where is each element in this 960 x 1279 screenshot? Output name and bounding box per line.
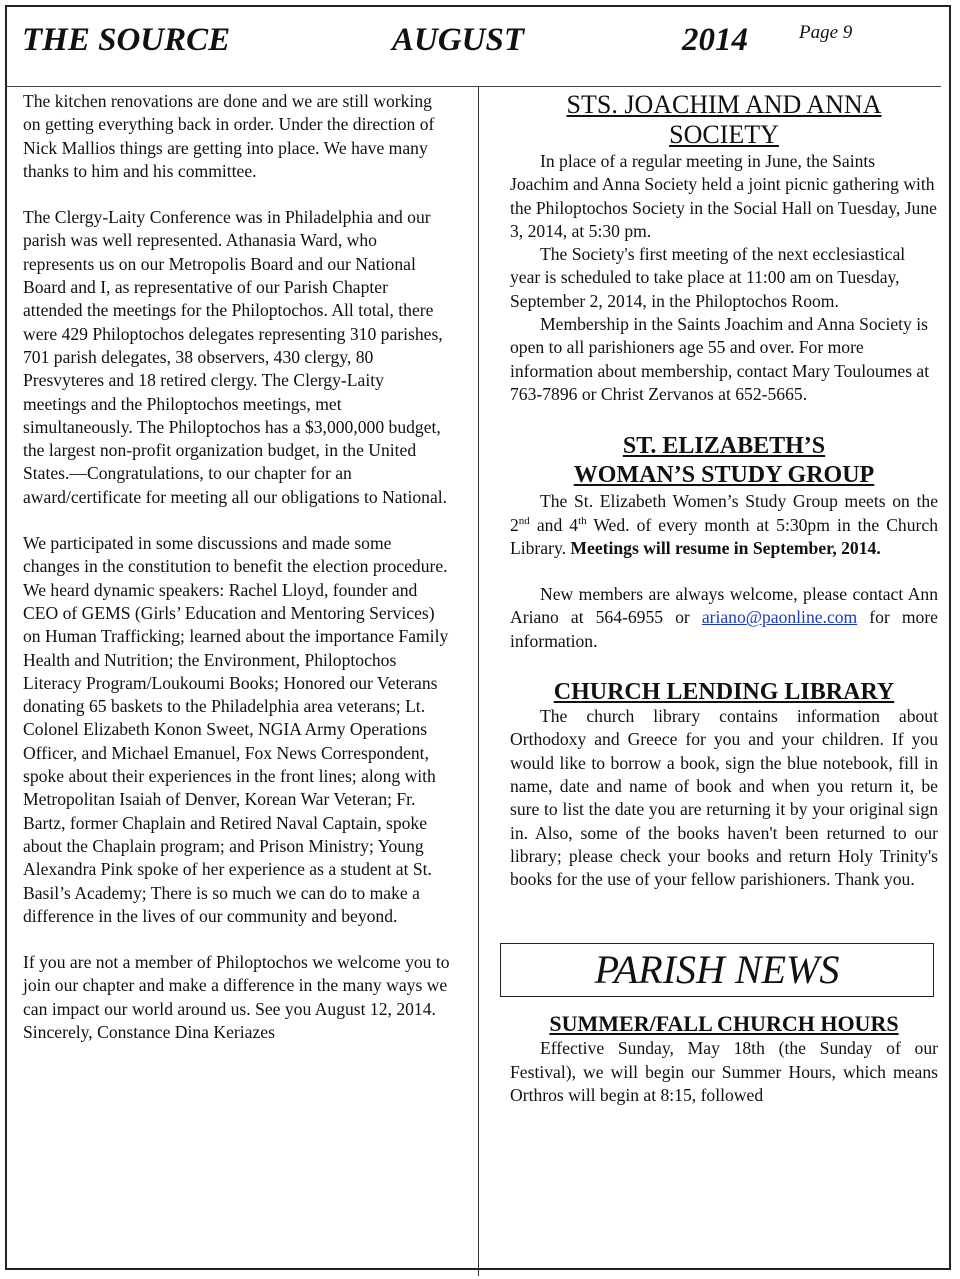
elizabeth-contact-text: New members are always welcome, please contact Ann Ariano at 564-6955 or (510, 584, 938, 628)
kitchen-paragraph: The kitchen renovations are done and we are still working on getting everything back in order. Under the direction of Nick Mallios things are getting into place. We have many thanks to him and his committee. (23, 91, 435, 181)
right-column (510, 90, 938, 1107)
parish-news-banner: PARISH NEWS (500, 943, 934, 997)
elizabeth-schedule-text: Wed. of every month at 5:30pm in the Church Library. (510, 514, 938, 558)
elizabeth-sup-th: th (578, 514, 587, 527)
church-hours-paragraph: Effective Sunday, May 18th (the Sunday of our Festival), we will begin our Summer Hours, which means Orthros will begin at 8:15, followed (510, 1038, 938, 1106)
signature: Sincerely, Constance Dina Keriazes (23, 1021, 275, 1042)
elizabeth-paragraph-1 (510, 490, 938, 560)
masthead-rule (5, 86, 941, 87)
elizabeth-title-line2: WOMAN’S STUDY GROUP (573, 462, 875, 489)
issue-month: AUGUST (392, 22, 525, 58)
library-title: CHURCH LENDING LIBRARY (553, 679, 895, 706)
elizabeth-sup-nd: nd (518, 514, 530, 527)
joachim-paragraph-1: In place of a regular meeting in June, the Saints Joachim and Anna Society held a joint picnic gathering with the Philoptochos Society in the Social Hall on Tuesday, June 3, 2014, at 5:30 pm. (510, 151, 937, 241)
issue-year: 2014 (682, 22, 748, 58)
joachim-title-line1: STS. JOACHIM AND ANNA (566, 90, 882, 119)
ariano-email-link[interactable]: ariano@paonline.com (701, 607, 858, 628)
invitation-paragraph: If you are not a member of Philoptochos we welcome you to join our chapter and make a difference in the many ways we can impact our world around us. See you August 12, 2014. (23, 952, 450, 1019)
church-hours-title: SUMMER/FALL CHURCH HOURS (549, 1011, 899, 1037)
joachim-title-line2: SOCIETY (669, 120, 779, 149)
masthead (22, 22, 922, 70)
elizabeth-meets-text: The St. Elizabeth Women’s Study Group meets on the 2 (510, 491, 938, 535)
clergy-laity-paragraph: The Clergy-Laity Conference was in Philadelphia and our parish was well represented. Athanasia Ward, who represents us on our Metropolis Board and our National Board and I, as representative of our Parish Chapter attended the meetings for the Philoptochos. All total, there were 429 Philoptochos delegates representing 310 parishes, 701 parish delegates, 38 observers, 430 clergy, 80 Presvyteres and 18 retired clergy. The Clergy-Laity meetings and the Philoptochos meetings, met simultaneously. The Philoptochos has a $3,000,000 budget, the largest non-profit organization budget, in the United States.—Congratulations, to our chapter for an award/certificate for meeting all our obligations to National. (23, 207, 448, 507)
publication-title: THE SOURCE (22, 22, 231, 58)
speakers-paragraph: We participated in some discussions and made some changes in the constitution to benefit the election procedure. We heard dynamic speakers: Rachel Lloyd, founder and CEO of GEMS (Girls’ Education and Mentoring Services) on Human Trafficking; learned about the importance Family Health and Nutrition; the Environment, Philoptochos Literacy Program/Loukoumi Books; Honored our Veterans donating 65 baskets to the Philadelphia area veterans; Lt. Colonel Elizabeth Konon Sweet, NGIA Army Operations Officer, and Michael Emanuel, Fox News Correspondent, spoke about their experiences in the front lines; along with Metropolitan Isaiah of Denver, Korean War Veteran; Fr. Bartz, former Chaplain and Retired Naval Captain, spoke about the Chaplain program; and Prison Ministry; Young Alexandra Pink spoke of her experience as a student at St. Basil’s Academy; There is so much we can do to make a difference in the lives of our community and beyond. (23, 533, 449, 926)
joachim-paragraph-3: Membership in the Saints Joachim and Anna Society is open to all parishioners age 55 and over. For more information about membership, contact Mary Touloumes at 763-7896 or Christ Zervanos at 652-5665. (510, 314, 930, 404)
column-divider (478, 86, 479, 1276)
page-number: Page 9 (799, 22, 853, 43)
elizabeth-and-text: and 4 (529, 514, 579, 535)
elizabeth-title-line1: ST. ELIZABETH’S (622, 433, 826, 460)
elizabeth-resume-notice: Meetings will resume in September, 2014. (570, 537, 881, 558)
library-paragraph: The church library contains information about Orthodoxy and Greece for you and your children. If you would like to borrow a book, sign the blue notebook, fill in name, date and name of book and when you return it, be sure to list the date you are returning it by your original sign in. Also, some of the books haven't been returned to our library; please check your books and return Holy Trinity's books for the use of your fellow parishioners. Thank you. (510, 706, 938, 890)
elizabeth-paragraph-2 (510, 583, 938, 653)
left-column (23, 90, 451, 1044)
elizabeth-info-text: for more information. (510, 607, 938, 651)
joachim-paragraph-2: The Society's first meeting of the next ecclesiastical year is scheduled to take place at 11:00 am on Tuesday, September 2, 2014, in the Philoptochos Room. (510, 244, 906, 311)
